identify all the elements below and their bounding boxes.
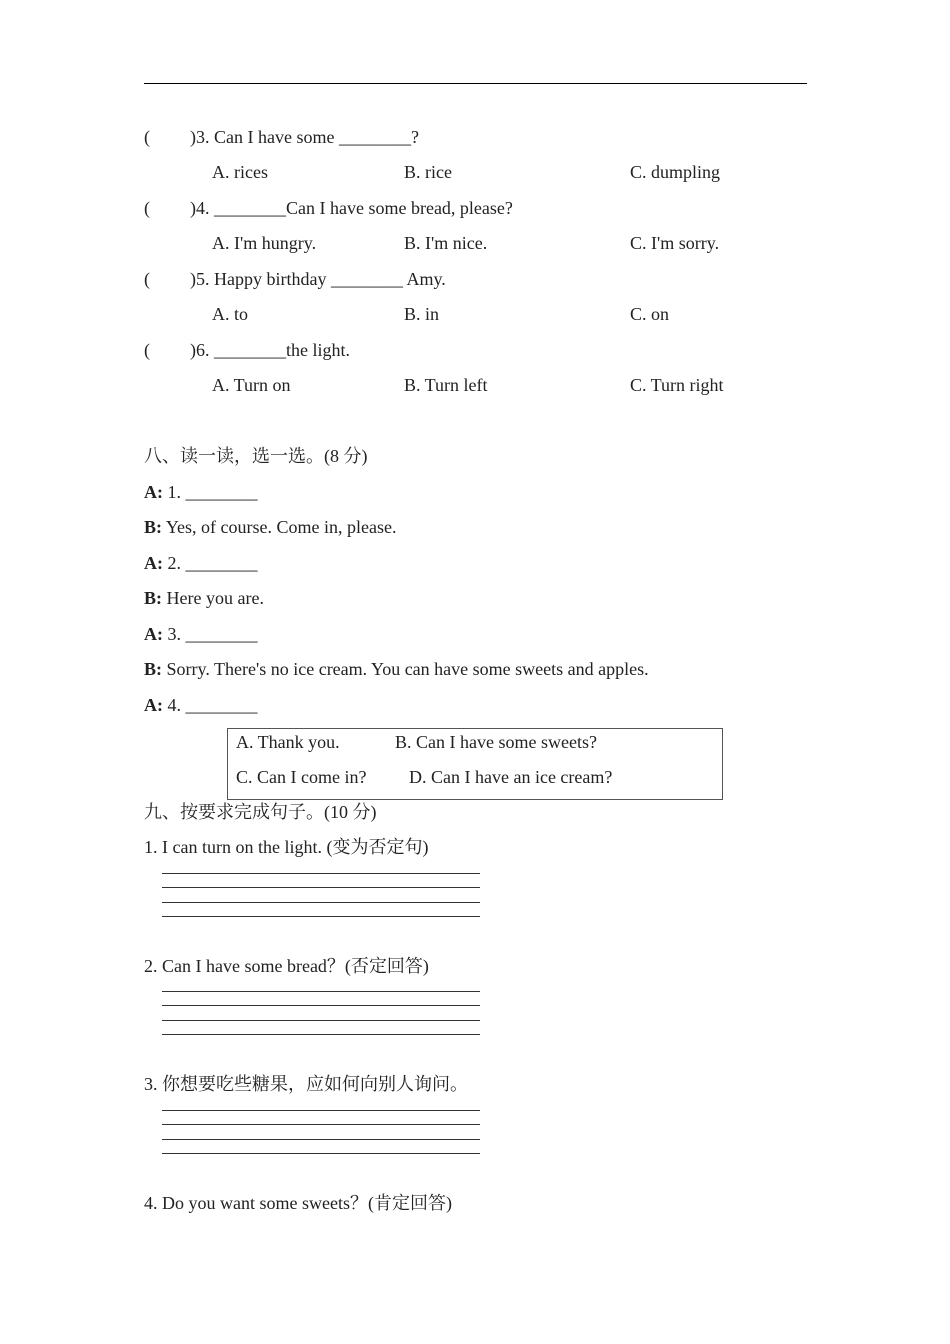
option-c[interactable]: C. dumpling xyxy=(630,162,721,182)
question-stem: ( )6. ________the light. xyxy=(144,340,350,360)
option-a[interactable]: A. Turn on xyxy=(212,375,291,395)
choice-c[interactable]: C. Can I come in? xyxy=(236,767,367,787)
answer-line[interactable] xyxy=(162,1124,480,1125)
answer-line[interactable] xyxy=(162,916,480,917)
dialogue-line: A: 4. ________ xyxy=(144,695,258,715)
answer-line[interactable] xyxy=(162,1005,480,1006)
section-9-heading: 九、按要求完成句子。(10 分) xyxy=(144,802,377,822)
question-stem: ( )5. Happy birthday ________ Amy. xyxy=(144,269,446,289)
choice-b[interactable]: B. Can I have some sweets? xyxy=(395,732,597,752)
answer-line[interactable] xyxy=(162,1110,480,1111)
option-a[interactable]: A. I'm hungry. xyxy=(212,233,317,253)
choice-a[interactable]: A. Thank you. xyxy=(236,732,340,752)
question-stem: ( )4. ________Can I have some bread, please? xyxy=(144,198,513,218)
option-b[interactable]: B. I'm nice. xyxy=(404,233,488,253)
choice-d[interactable]: D. Can I have an ice cream? xyxy=(409,767,613,787)
answer-line[interactable] xyxy=(162,991,480,992)
choice-box xyxy=(227,728,723,800)
dialogue-line: B: Yes, of course. Come in, please. xyxy=(144,517,397,537)
option-a[interactable]: A. rices xyxy=(212,162,268,182)
header-rule xyxy=(144,83,807,84)
answer-line[interactable] xyxy=(162,1034,480,1035)
task-4: 4. Do you want some sweets？(肯定回答) xyxy=(144,1193,452,1213)
answer-line[interactable] xyxy=(162,1020,480,1021)
answer-line[interactable] xyxy=(162,1139,480,1140)
task-1: 1. I can turn on the light. (变为否定句) xyxy=(144,837,429,857)
dialogue-line: B: Sorry. There's no ice cream. You can have some sweets and apples. xyxy=(144,659,649,679)
option-b[interactable]: B. in xyxy=(404,304,440,324)
dialogue-line: A: 1. ________ xyxy=(144,482,258,502)
dialogue-line: A: 2. ________ xyxy=(144,553,258,573)
dialogue-line: B: Here you are. xyxy=(144,588,264,608)
answer-line[interactable] xyxy=(162,873,480,874)
task-3: 3. 你想要吃些糖果，应如何向别人询问。 xyxy=(144,1074,468,1094)
dialogue-line: A: 3. ________ xyxy=(144,624,258,644)
option-b[interactable]: B. rice xyxy=(404,162,452,182)
option-c[interactable]: C. on xyxy=(630,304,670,324)
answer-line[interactable] xyxy=(162,887,480,888)
task-2: 2. Can I have some bread？(否定回答) xyxy=(144,956,429,976)
option-a[interactable]: A. to xyxy=(212,304,248,324)
option-c[interactable]: C. Turn right xyxy=(630,375,724,395)
option-c[interactable]: C. I'm sorry. xyxy=(630,233,720,253)
answer-line[interactable] xyxy=(162,1153,480,1154)
answer-line[interactable] xyxy=(162,902,480,903)
section-8-heading: 八、读一读，选一选。(8 分) xyxy=(144,446,368,466)
question-stem: ( )3. Can I have some ________? xyxy=(144,127,419,147)
option-b[interactable]: B. Turn left xyxy=(404,375,488,395)
